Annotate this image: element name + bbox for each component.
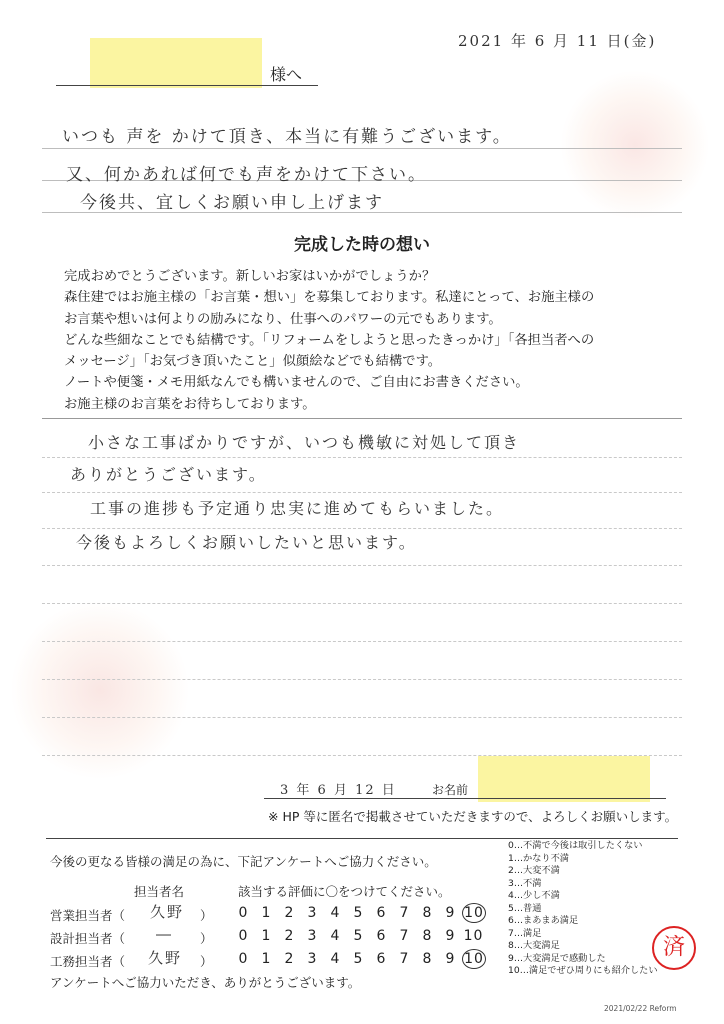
legend-item: 7…満足: [508, 927, 542, 939]
survey-thanks: アンケートへご協力いただき、ありがとうございます。: [50, 975, 361, 990]
rating-option[interactable]: 6: [376, 905, 387, 921]
rating-option[interactable]: 3: [307, 905, 318, 921]
rating-option[interactable]: 7: [399, 928, 410, 944]
rating-option[interactable]: 0: [238, 928, 249, 944]
design-rating-scale: [232, 928, 485, 944]
rating-option[interactable]: 4: [330, 905, 341, 921]
rating-option[interactable]: 8: [422, 928, 433, 944]
legend-item: 9…大変満足で感動した: [508, 952, 606, 964]
legend-item: 2…大変不満: [508, 865, 560, 876]
rule-line: [42, 603, 682, 604]
manager-message-line-2: 又、何かあれば何でも声をかけて下さい。: [66, 165, 427, 185]
approval-stamp: [652, 926, 696, 970]
rule-line: [42, 565, 682, 566]
letter-date: 2021 年 6 月 11 日(金): [458, 32, 657, 50]
rule-line: [42, 717, 682, 718]
rating-option[interactable]: 4: [330, 928, 341, 944]
legend-item: 1…かなり不満: [508, 852, 569, 864]
rating-legend: [508, 840, 658, 978]
section-title: 完成した時の想い: [294, 235, 430, 255]
rating-option[interactable]: 9: [445, 951, 456, 967]
intro-line: お施主様のお言葉をお待ちしております。: [64, 396, 316, 412]
rating-option[interactable]: 2: [284, 928, 295, 944]
survey-intro: 今後の更なる皆様の満足の為に、下記アンケートへご協力ください。: [50, 854, 437, 869]
legend-item: 10…満足でぜひ周りにも紹介したい: [508, 965, 658, 976]
legend-item: 8…大変満足: [508, 940, 560, 951]
rating-option[interactable]: 7: [399, 951, 410, 967]
rating-option[interactable]: 9: [445, 905, 456, 921]
rating-option[interactable]: 6: [376, 928, 387, 944]
intro-line: 完成おめでとうございます。新しいお家はいかがでしょうか？: [64, 269, 436, 284]
signature-name-redaction: [478, 756, 650, 802]
rating-option[interactable]: 1: [261, 951, 272, 967]
manager-message-line-1: いつも 声を かけて頂き、本当に有難うございます。: [62, 127, 512, 147]
rating-option[interactable]: 1: [261, 928, 272, 944]
floral-decoration-top: [560, 70, 710, 220]
intro-line: どんな些細なことでも結構です。「リフォームをしようと思ったきっかけ」「各担当者への: [64, 332, 595, 348]
rule-line: [42, 528, 682, 529]
sales-staff-label: 営業担当者（: [50, 908, 126, 923]
rating-option[interactable]: 3: [307, 928, 318, 944]
rating-option-selected[interactable]: 10: [462, 903, 486, 923]
legend-item: 6…まあまあ満足: [508, 915, 579, 926]
construction-staff-label: 工務担当者（: [50, 954, 126, 969]
rating-option[interactable]: 0: [238, 951, 249, 967]
construction-rating-scale: [232, 951, 486, 969]
rating-option[interactable]: 1: [261, 905, 272, 921]
survey-divider: [46, 838, 678, 839]
rating-option[interactable]: 2: [284, 905, 295, 921]
intro-line: ノートや便箋・メモ用紙なんでも構いませんので、ご自由にお書きください。: [64, 375, 529, 391]
stamp-text: 済: [662, 935, 685, 960]
rule-line: [42, 641, 682, 642]
rating-option[interactable]: 9: [445, 928, 456, 944]
rating-option[interactable]: 4: [330, 951, 341, 967]
construction-staff-name: 久野: [148, 949, 183, 967]
design-staff-name: ―: [156, 925, 173, 943]
floral-decoration-bottom: [10, 600, 190, 780]
rule-line: [42, 457, 682, 458]
rating-option[interactable]: 0: [238, 905, 249, 921]
legend-item: 0…不満で今後は取引したくない: [508, 840, 643, 851]
recipient-underline: [56, 85, 318, 86]
design-staff-label: 設計担当者（: [50, 931, 126, 946]
legend-item: 3…不満: [508, 877, 542, 889]
recipient-name-redaction: [90, 38, 262, 88]
rule-line: [42, 492, 682, 493]
rating-instruction: 該当する評価に〇をつけてください。: [238, 884, 451, 899]
rating-option[interactable]: 3: [307, 951, 318, 967]
intro-text: [64, 266, 594, 415]
rating-option[interactable]: 6: [376, 951, 387, 967]
rating-option[interactable]: 5: [353, 905, 364, 921]
rating-option[interactable]: 5: [353, 928, 364, 944]
signature-name-label: お名前: [432, 783, 469, 797]
signature-underline: [264, 798, 666, 799]
anonymity-notice: ※ HP 等に匿名で掲載させていただきますので、よろしくお願いします。: [268, 809, 678, 824]
sales-staff-close: ）: [200, 908, 213, 923]
rating-option[interactable]: 5: [353, 951, 364, 967]
sales-staff-name: 久野: [150, 903, 185, 921]
rating-option[interactable]: 2: [284, 951, 295, 967]
customer-message-line-3: 工事の進捗も予定通り忠実に進めてもらいました。: [90, 499, 505, 518]
rating-option-selected[interactable]: 10: [462, 949, 486, 969]
rule-line: [42, 148, 682, 149]
manager-message-line-3: 今後共、宜しくお願い申し上げます: [80, 193, 384, 213]
legend-item: 4…少し不満: [508, 890, 560, 901]
customer-message-line-1: 小さな工事ばかりですが、いつも機敏に対処して頂き: [88, 433, 521, 452]
rating-option[interactable]: 8: [422, 951, 433, 967]
legend-item: 5…普通: [508, 902, 542, 914]
rule-line: [42, 679, 682, 680]
intro-line: メッセージ」「お気づき頂いたこと」似顔絵などでも結構です。: [64, 354, 442, 370]
customer-message-line-2: ありがとうございます。: [70, 465, 267, 484]
rating-option[interactable]: 10: [463, 928, 484, 944]
intro-line: 森住建ではお施主様の「お言葉・想い」を募集しております。私達にとって、お施主様の: [64, 290, 595, 306]
signature-date: 3 年 6 月 12 日: [280, 783, 397, 798]
sales-rating-scale: [232, 905, 486, 923]
design-staff-close: ）: [200, 931, 213, 946]
rating-option[interactable]: 7: [399, 905, 410, 921]
recipient-suffix: 様へ: [270, 65, 303, 84]
customer-message-line-4: 今後もよろしくお願いしたいと思います。: [76, 533, 417, 552]
rating-option[interactable]: 8: [422, 905, 433, 921]
writing-area-top-rule: [42, 418, 682, 419]
construction-staff-close: ）: [200, 954, 213, 969]
form-code: 2021/02/22 Reform: [604, 1004, 677, 1013]
staff-name-header: 担当者名: [134, 884, 185, 899]
intro-line: お言葉や想いは何よりの励みになり、仕事へのパワーの元でもあります。: [64, 311, 502, 327]
